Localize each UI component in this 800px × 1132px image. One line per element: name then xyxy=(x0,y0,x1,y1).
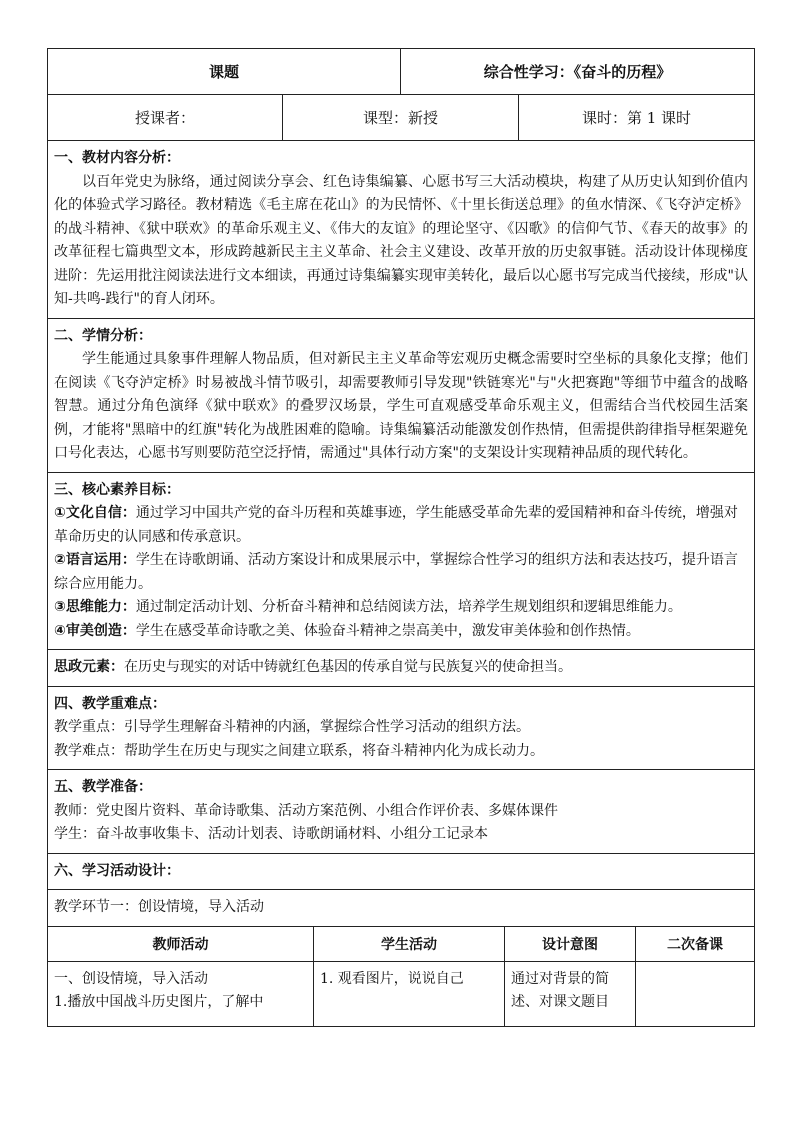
lesson-plan-page xyxy=(47,48,754,1027)
goal-lead: ③思维能力： xyxy=(54,599,136,615)
second-prep-cell xyxy=(636,961,755,1026)
goal-item xyxy=(54,549,748,596)
teacher-field: 授课者： xyxy=(48,95,283,141)
teacher-activity-cell: 一、创设情境，导入活动 1.播放中国战斗历史图片，了解中 xyxy=(48,961,314,1026)
ideological-text: 在历史与现实的对话中铸就红色基因的传承自觉与民族复兴的使命担当。 xyxy=(124,659,572,675)
topic-label: 课题 xyxy=(48,49,401,95)
goal-text: 学生在诗歌朗诵、活动方案设计和成果展示中，掌握综合性学习的组织方法和表达技巧，提升语言综合应用能力。 xyxy=(54,552,738,592)
header-design-intent: 设计意图 xyxy=(505,927,636,962)
student-activity-cell: 1. 观看图片，说说自己 xyxy=(314,961,505,1026)
header-student-activity: 学生活动 xyxy=(314,927,505,962)
goal-lead: ②语言运用： xyxy=(54,552,136,568)
goal-item xyxy=(54,596,748,620)
student-preparation: 学生：奋斗故事收集卡、活动计划表、诗歌朗诵材料、小组分工记录本 xyxy=(54,826,488,842)
teaching-step xyxy=(48,890,755,927)
section-paragraph: 学生能通过具象事件理解人物品质，但对新民主主义革命等宏观历史概念需要时空坐标的具象化支撑；他们在阅读《飞夺泸定桥》时易被战斗情节吸引，却需要教师引导发现"铁链寒光"与"火把赛跑"等细节中蕴含的战略智慧。通过分角色演绎《狱中联欢》的叠罗汉场景，学生可直观感受革命乐观主义，但需结合当代校园生活案例，才能将"黑暗中的红旗"转化为战胜困难的隐喻。诗集编纂活动能激发创作热情，但需提供韵律指导框架避免口号化表达，心愿书写则要防范空泛抒情，需通过"具体行动方案"的支架设计实现精神品质的现代转化。 xyxy=(54,351,749,461)
lesson-type-field: 课型：新授 xyxy=(283,95,519,141)
class-hours-field: 课时：第 1 课时 xyxy=(519,95,755,141)
section-title: 一、教材内容分析： xyxy=(54,150,180,166)
section-title: 二、学情分析： xyxy=(54,327,152,344)
section-activity-design xyxy=(48,853,755,890)
section-preparation xyxy=(48,770,755,854)
goal-lead: ④审美创造： xyxy=(54,622,136,639)
topic-value: 综合性学习：《奋斗的历程》 xyxy=(401,49,755,95)
teaching-step-label: 教学环节一：创设情境，导入活动 xyxy=(54,899,264,915)
header-teacher-activity: 教师活动 xyxy=(48,927,314,962)
design-intent-cell: 通过对背景的简述、对课文题目 xyxy=(505,961,636,1026)
goal-text: 通过学习中国共产党的奋斗历程和英雄事迹，学生能感受革命先辈的爱国精神和奋斗传统，增强对革命历史的认同感和传承意识。 xyxy=(54,505,738,545)
section-title: 六、学习活动设计： xyxy=(54,862,180,879)
teacher-preparation: 教师：党史图片资料、革命诗歌集、活动方案范例、小组合作评价表、多媒体课件 xyxy=(54,802,558,819)
ideological-lead: 思政元素： xyxy=(54,659,124,675)
key-point: 教学重点：引导学生理解奋斗精神的内涵，掌握综合性学习活动的组织方法。 xyxy=(54,719,530,735)
table-row xyxy=(48,961,755,1026)
section-title: 五、教学准备： xyxy=(54,779,152,795)
section-ideological xyxy=(48,650,755,687)
section-core-literacy xyxy=(48,472,755,650)
lesson-plan-table xyxy=(47,48,755,927)
goal-item xyxy=(54,502,748,549)
section-key-difficult xyxy=(48,686,755,770)
section-title: 三、核心素养目标： xyxy=(54,481,180,498)
difficult-point: 教学难点：帮助学生在历史与现实之间建立联系，将奋斗精神内化为成长动力。 xyxy=(54,742,544,759)
goal-item xyxy=(54,620,748,644)
section-title: 四、教学重难点： xyxy=(54,695,166,712)
header-second-prep: 二次备课 xyxy=(636,927,755,962)
section-textbook-analysis xyxy=(48,141,755,319)
goal-text: 学生在感受革命诗歌之美、体验奋斗精神之崇高美中，激发审美体验和创作热情。 xyxy=(135,622,640,639)
goal-text: 通过制定活动计划、分析奋斗精神和总结阅读方法，培养学生规划组织和逻辑思维能力。 xyxy=(135,599,682,615)
goal-lead: ①文化自信： xyxy=(54,505,136,521)
section-learner-analysis xyxy=(48,318,755,472)
section-paragraph: 以百年党史为脉络，通过阅读分享会、红色诗集编纂、心愿书写三大活动模块，构建了从历史认知到价值内化的体验式学习路径。教材精选《毛主席在花山》的为民情怀、《十里长街送总理》的鱼水情深、《飞夺泸定桥》的战斗精神、《狱中联欢》的革命乐观主义、《伟大的友谊》的理论坚守、《囚歌》的信仰气节、《春天的故事》的改革征程七篇典型文本，形成跨越新民主主义革命、社会主义建设、改革开放的历史叙事链。活动设计体现梯度进阶：先运用批注阅读法进行文本细读，再通过诗集编纂实现审美转化，最后以心愿书写完成当代接续，形成"认知-共鸣-践行"的育人闭环。 xyxy=(54,173,749,307)
activity-table xyxy=(47,927,755,1027)
